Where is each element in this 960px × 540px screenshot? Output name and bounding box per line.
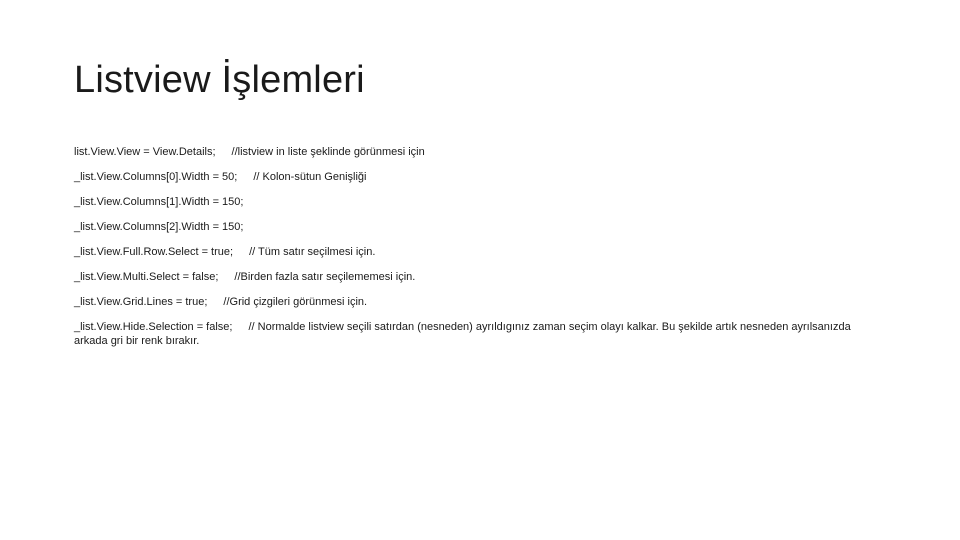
code-line xyxy=(74,145,854,159)
code-statement: _list.View.Multi.Select = false; xyxy=(74,271,219,283)
code-line xyxy=(74,320,854,348)
code-comment: //Birden fazla satır seçilememesi için. xyxy=(234,271,416,283)
code-statement: list.View.View = View.Details; xyxy=(74,146,216,158)
code-line xyxy=(74,195,854,209)
code-statement: _list.View.Columns[1].Width = 150; xyxy=(74,196,244,208)
code-comment: // Kolon-sütun Genişliği xyxy=(253,171,367,183)
code-comment: //Grid çizgileri görünmesi için. xyxy=(223,296,368,308)
code-comment: // Normalde listview seçili satırdan (nesneden) ayrıldıgınız zaman seçim olayı kalkar. Bu şekilde artık nesneden ayrılsanızda arkada gri bir renk bırakır. xyxy=(74,321,854,347)
code-comment: //listview in liste şeklinde görünmesi için xyxy=(231,146,425,158)
slide-title: Listview İşlemleri xyxy=(74,59,365,101)
code-line xyxy=(74,170,854,184)
code-line xyxy=(74,245,854,259)
code-line xyxy=(74,220,854,234)
slide-body xyxy=(74,145,854,359)
code-statement: _list.View.Columns[2].Width = 150; xyxy=(74,221,244,233)
code-statement: _list.View.Full.Row.Select = true; xyxy=(74,246,234,258)
code-statement: _list.View.Hide.Selection = false; xyxy=(74,321,233,333)
code-line xyxy=(74,295,854,309)
code-line xyxy=(74,270,854,284)
code-statement: _list.View.Grid.Lines = true; xyxy=(74,296,208,308)
code-comment: // Tüm satır seçilmesi için. xyxy=(249,246,376,258)
code-statement: _list.View.Columns[0].Width = 50; xyxy=(74,171,238,183)
